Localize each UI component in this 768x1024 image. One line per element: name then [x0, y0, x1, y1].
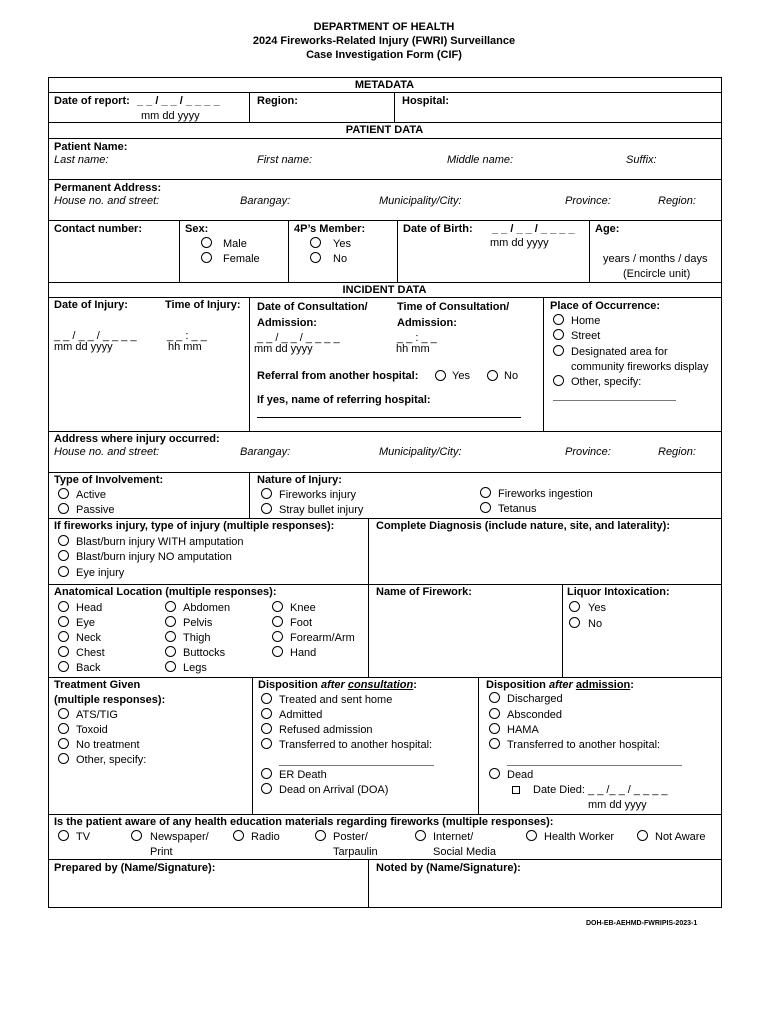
- header-form-name: Case Investigation Form (CIF): [306, 49, 462, 61]
- last-name-field[interactable]: Last name:: [54, 154, 109, 166]
- anat-chest-label: Chest: [76, 647, 105, 659]
- noted-by-field[interactable]: Noted by (Name/Signature):: [376, 862, 521, 874]
- disp-admitted-label: Admitted: [279, 709, 323, 721]
- dob-label: Date of Birth:: [403, 223, 473, 235]
- disp-admit-transferred-line[interactable]: [507, 765, 682, 766]
- section-patient: PATIENT DATA: [345, 124, 424, 136]
- anat-eye-radio[interactable]: [58, 616, 69, 627]
- fourps-no-label: No: [333, 253, 348, 265]
- edu-poster-label-1: Poster/: [333, 831, 368, 843]
- place-occurrence-label: Place of Occurrence:: [550, 300, 661, 312]
- region-field[interactable]: Region:: [658, 195, 696, 207]
- involvement-passive-label: Passive: [76, 504, 115, 516]
- involvement-active-radio[interactable]: [58, 488, 69, 499]
- anat-knee-label: Knee: [290, 602, 316, 614]
- edu-poster-label-2: Tarpaulin: [333, 846, 378, 858]
- place-street-radio[interactable]: [553, 329, 564, 340]
- date-consult-label-2: Admission:: [257, 317, 317, 329]
- edu-internet-label-1: Internet/: [433, 831, 474, 843]
- referring-hospital-label: If yes, name of referring hospital:: [257, 394, 431, 406]
- fourps-yes-radio[interactable]: [310, 237, 321, 248]
- anat-back-radio[interactable]: [58, 661, 69, 672]
- liquor-no-radio[interactable]: [569, 617, 580, 628]
- type-no-amputation-radio[interactable]: [58, 550, 69, 561]
- prepared-by-field[interactable]: Prepared by (Name/Signature):: [54, 862, 216, 874]
- liquor-no-label: No: [588, 618, 603, 630]
- age-units: years / months / days: [603, 253, 708, 265]
- date-consult-units: mm dd yyyy: [254, 343, 313, 355]
- diagnosis-label[interactable]: Complete Diagnosis (include nature, site, and laterality):: [376, 520, 671, 532]
- disp-treated-label: Treated and sent home: [279, 694, 393, 706]
- fourps-label: 4P’s Member:: [294, 223, 366, 235]
- sex-male-radio[interactable]: [201, 237, 212, 248]
- disp-hama-radio[interactable]: [489, 723, 500, 734]
- anat-eye-label: Eye: [76, 617, 95, 629]
- anat-legs-label: Legs: [183, 662, 207, 674]
- disp-discharged-label: Discharged: [507, 693, 563, 705]
- permanent-address-label: Permanent Address:: [54, 182, 162, 194]
- injury-province-field[interactable]: Province:: [565, 446, 611, 458]
- anat-thigh-label: Thigh: [183, 632, 211, 644]
- disp-transferred-label: Transferred to another hospital:: [279, 739, 433, 751]
- treat-toxoid-label: Toxoid: [76, 724, 108, 736]
- form-code: DOH-EB-AEHMD-FWRIPIS-2023-1: [586, 920, 698, 927]
- type-eye-label: Eye injury: [76, 567, 125, 579]
- edu-newspaper-radio[interactable]: [131, 830, 142, 841]
- edu-radio-label: Radio: [251, 831, 280, 843]
- anat-thigh-radio[interactable]: [165, 631, 176, 642]
- involvement-label: Type of Involvement:: [54, 474, 164, 486]
- sex-female-label: Female: [223, 253, 260, 265]
- nature-stray-label: Stray bullet injury: [279, 504, 364, 516]
- region-label: Region:: [257, 95, 298, 107]
- place-other-line[interactable]: [553, 400, 676, 401]
- anat-hand-label: Hand: [290, 647, 317, 659]
- treat-toxoid-radio[interactable]: [58, 723, 69, 734]
- section-metadata: METADATA: [354, 79, 415, 91]
- disp-refused-label: Refused admission: [279, 724, 373, 736]
- suffix-field[interactable]: Suffix:: [626, 154, 657, 166]
- anatomical-label: Anatomical Location (multiple responses):: [54, 586, 277, 598]
- disp-transferred-radio[interactable]: [261, 738, 272, 749]
- disp-doa-radio[interactable]: [261, 783, 272, 794]
- disp-absconded-radio[interactable]: [489, 708, 500, 719]
- treat-other-label: Other, specify:: [76, 754, 147, 766]
- age-label[interactable]: Age:: [595, 223, 620, 235]
- disp-hama-label: HAMA: [507, 724, 539, 736]
- nature-stray-radio[interactable]: [261, 503, 272, 514]
- referral-no-radio[interactable]: [487, 370, 498, 381]
- place-home-radio[interactable]: [553, 314, 564, 325]
- anat-forearm-label: Forearm/Arm: [290, 632, 355, 644]
- treat-none-label: No treatment: [76, 739, 140, 751]
- treat-ats-radio[interactable]: [58, 708, 69, 719]
- nature-fireworks-label: Fireworks injury: [279, 489, 357, 501]
- liquor-yes-radio[interactable]: [569, 601, 580, 612]
- barangay-field[interactable]: Barangay:: [240, 195, 291, 207]
- date-died-label[interactable]: Date Died: _ _ /_ _ / _ _ _ _: [533, 784, 668, 796]
- date-of-report-units: mm dd yyyy: [141, 110, 200, 122]
- treat-none-radio[interactable]: [58, 738, 69, 749]
- disp-admit-transferred-label: Transferred to another hospital:: [507, 739, 661, 751]
- time-of-injury-label: Time of Injury:: [165, 299, 241, 311]
- time-consult-units: hh mm: [396, 343, 430, 355]
- treatment-label-1: Treatment Given: [54, 679, 141, 691]
- header-subtitle: 2024 Fireworks-Related Injury (FWRI) Surveillance: [252, 35, 516, 47]
- age-note: (Encircle unit): [623, 268, 691, 280]
- dob-blank[interactable]: _ _ / _ _ / _ _ _ _: [492, 223, 575, 235]
- place-home-label: Home: [571, 315, 601, 327]
- anat-head-radio[interactable]: [58, 601, 69, 612]
- disp-refused-radio[interactable]: [261, 723, 272, 734]
- anat-pelvis-radio[interactable]: [165, 616, 176, 627]
- nature-tetanus-label: Tetanus: [498, 503, 537, 515]
- disp-dead-radio[interactable]: [489, 768, 500, 779]
- date-died-units: mm dd yyyy: [588, 799, 647, 811]
- type-with-amputation-label: Blast/burn injury WITH amputation: [76, 536, 244, 548]
- date-of-report-label: Date of report:: [54, 95, 130, 107]
- contact-number-field[interactable]: Contact number:: [54, 223, 142, 235]
- injury-barangay-field[interactable]: Barangay:: [240, 446, 291, 458]
- time-of-injury-units: hh mm: [168, 341, 202, 353]
- place-designated-radio[interactable]: [553, 345, 564, 356]
- disp-dead-label: Dead: [507, 769, 534, 781]
- anat-foot-radio[interactable]: [272, 616, 283, 627]
- fourps-yes-label: Yes: [333, 238, 351, 250]
- edu-internet-label-2: Social Media: [433, 846, 496, 858]
- anat-knee-radio[interactable]: [272, 601, 283, 612]
- referring-hospital-line[interactable]: [257, 417, 521, 418]
- edu-not-aware-radio[interactable]: [637, 830, 648, 841]
- disp-admitted-radio[interactable]: [261, 708, 272, 719]
- time-consult-label-2: Admission:: [397, 317, 457, 329]
- treat-ats-label: ATS/TIG: [76, 709, 118, 721]
- middle-name-field[interactable]: Middle name:: [447, 154, 514, 166]
- edu-not-aware-label: Not Aware: [655, 831, 706, 843]
- referral-label: Referral from another hospital:: [257, 370, 419, 382]
- disp-doa-label: Dead on Arrival (DOA): [279, 784, 389, 796]
- sex-label: Sex:: [185, 223, 209, 235]
- date-of-report-blank[interactable]: _ _ / _ _ / _ _ _ _: [137, 95, 220, 107]
- treat-other-radio[interactable]: [58, 753, 69, 764]
- liquor-yes-label: Yes: [588, 602, 606, 614]
- place-other-radio[interactable]: [553, 375, 564, 386]
- referral-no-label: No: [504, 370, 519, 382]
- section-incident: INCIDENT DATA: [342, 284, 427, 296]
- type-with-amputation-radio[interactable]: [58, 535, 69, 546]
- edu-health-worker-radio[interactable]: [526, 830, 537, 841]
- disp-treated-radio[interactable]: [261, 693, 272, 704]
- disp-er-death-radio[interactable]: [261, 768, 272, 779]
- liquor-label: Liquor Intoxication:: [567, 586, 670, 598]
- date-consult-blank[interactable]: _ _ / _ _ / _ _ _ _: [257, 332, 340, 344]
- fourps-no-radio[interactable]: [310, 252, 321, 263]
- injury-type-label: If fireworks injury, type of injury (multiple responses):: [54, 520, 335, 532]
- anat-chest-radio[interactable]: [58, 646, 69, 657]
- anat-abdomen-label: Abdomen: [183, 602, 231, 614]
- patient-name-label: Patient Name:: [54, 141, 128, 153]
- dob-units: mm dd yyyy: [490, 237, 549, 249]
- anat-forearm-radio[interactable]: [272, 631, 283, 642]
- anat-back-label: Back: [76, 662, 101, 674]
- injury-municipality-field[interactable]: Municipality/City:: [379, 446, 462, 458]
- edu-tv-radio[interactable]: [58, 830, 69, 841]
- edu-poster-radio[interactable]: [315, 830, 326, 841]
- disp-consult-label: Disposition after consultation:: [258, 679, 417, 691]
- anat-foot-label: Foot: [290, 617, 313, 629]
- injury-house-field[interactable]: House no. and street:: [54, 446, 160, 458]
- nature-ingestion-label: Fireworks ingestion: [498, 488, 593, 500]
- date-of-injury-units: mm dd yyyy: [54, 341, 113, 353]
- edu-newspaper-label-2: Print: [150, 846, 173, 858]
- type-eye-radio[interactable]: [58, 566, 69, 577]
- anat-neck-radio[interactable]: [58, 631, 69, 642]
- first-name-field[interactable]: First name:: [257, 154, 313, 166]
- edu-newspaper-label-1: Newspaper/: [150, 831, 209, 843]
- injury-address-label: Address where injury occurred:: [54, 433, 220, 445]
- time-consult-blank[interactable]: _ _ : _ _: [397, 332, 437, 344]
- nature-fireworks-radio[interactable]: [261, 488, 272, 499]
- disp-absconded-label: Absconded: [507, 709, 563, 721]
- header-title: DEPARTMENT OF HEALTH: [313, 21, 455, 33]
- place-other-label: Other, specify:: [571, 376, 642, 388]
- edu-health-worker-label: Health Worker: [544, 831, 615, 843]
- treatment-label-2: (multiple responses):: [54, 694, 166, 706]
- disp-transferred-line[interactable]: [279, 765, 434, 766]
- anat-legs-radio[interactable]: [165, 661, 176, 672]
- place-designated-label-2: community fireworks display: [571, 361, 709, 373]
- nature-tetanus-radio[interactable]: [480, 502, 491, 513]
- referral-yes-radio[interactable]: [435, 370, 446, 381]
- edu-internet-radio[interactable]: [415, 830, 426, 841]
- anat-buttocks-radio[interactable]: [165, 646, 176, 657]
- anat-abdomen-radio[interactable]: [165, 601, 176, 612]
- referral-yes-label: Yes: [452, 370, 470, 382]
- involvement-passive-radio[interactable]: [58, 503, 69, 514]
- nature-ingestion-radio[interactable]: [480, 487, 491, 498]
- anat-neck-label: Neck: [76, 632, 102, 644]
- injury-region-field[interactable]: Region:: [658, 446, 696, 458]
- time-consult-label-1: Time of Consultation/: [397, 301, 510, 313]
- anat-head-label: Head: [76, 602, 103, 614]
- nature-label: Nature of Injury:: [257, 474, 342, 486]
- involvement-active-label: Active: [76, 489, 106, 501]
- date-of-injury-blank[interactable]: _ _ / _ _ / _ _ _ _: [54, 330, 137, 342]
- date-died-checkbox[interactable]: [512, 786, 520, 794]
- anat-buttocks-label: Buttocks: [183, 647, 226, 659]
- municipality-field[interactable]: Municipality/City:: [379, 195, 462, 207]
- education-question: Is the patient aware of any health education materials regarding fireworks (multiple responses):: [54, 816, 554, 828]
- anat-pelvis-label: Pelvis: [183, 617, 213, 629]
- place-designated-label-1: Designated area for: [571, 346, 668, 358]
- hospital-label: Hospital:: [402, 95, 450, 107]
- anat-hand-radio[interactable]: [272, 646, 283, 657]
- disp-er-death-label: ER Death: [279, 769, 327, 781]
- sex-female-radio[interactable]: [201, 252, 212, 263]
- date-consult-label-1: Date of Consultation/: [257, 301, 368, 313]
- house-street-field[interactable]: House no. and street:: [54, 195, 160, 207]
- place-street-label: Street: [571, 330, 601, 342]
- sex-male-label: Male: [223, 238, 247, 250]
- date-of-injury-label: Date of Injury:: [54, 299, 128, 311]
- type-no-amputation-label: Blast/burn injury NO amputation: [76, 551, 232, 563]
- edu-radio-radio[interactable]: [233, 830, 244, 841]
- disp-admit-transferred-radio[interactable]: [489, 738, 500, 749]
- disp-discharged-radio[interactable]: [489, 692, 500, 703]
- edu-tv-label: TV: [76, 831, 91, 843]
- province-field[interactable]: Province:: [565, 195, 611, 207]
- firework-name-label[interactable]: Name of Firework:: [376, 586, 472, 598]
- time-of-injury-blank[interactable]: _ _ : _ _: [167, 330, 207, 342]
- disp-admit-label: Disposition after admission:: [486, 679, 634, 691]
